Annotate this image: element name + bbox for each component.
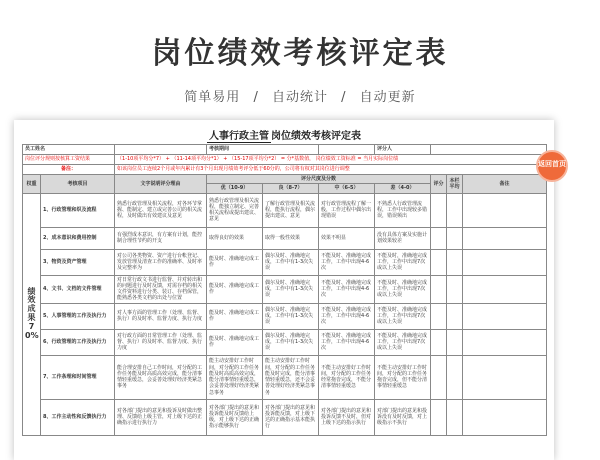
subtitle-auto-stat: 自动统计 <box>271 90 328 105</box>
period-label: 考核期间 <box>207 145 319 155</box>
score-cell[interactable] <box>431 399 447 435</box>
formula-part: 当月实际岗位绩 <box>363 156 399 163</box>
formula-part: + <box>165 156 170 163</box>
level-poor-cell: 不能主动安排好工作时间，对分配的工作任务拖沓完成，但不能分清事情轻重缓急 <box>375 355 431 399</box>
avg-cell[interactable] <box>447 249 463 275</box>
avg-cell[interactable] <box>447 303 463 329</box>
avg-cell[interactable] <box>447 355 463 399</box>
formula-label: 岗位评分规则按核算工资结果 <box>23 155 115 165</box>
score-cell[interactable] <box>431 275 447 303</box>
col-weight: 权重 <box>23 175 41 194</box>
level-good-cell: 偶尔及时、准确地完成，工作中有1-3次失误 <box>263 303 319 329</box>
page-subtitle <box>0 86 600 105</box>
page-title: 岗位绩效考核评定表 <box>151 36 449 71</box>
sheet-title-position: 人事行政主管 <box>209 131 269 142</box>
level-good-cell: 能主动安排好工作时间，对分配的工作任务能及时完成，能分清事情轻重缓急，还不会妥善处理好经济类紧急事务 <box>263 355 319 399</box>
note-row <box>23 165 547 175</box>
avg-cell[interactable] <box>447 329 463 355</box>
item-cell: 3、物资及资产管理 <box>41 249 115 275</box>
col-level-good: 良（8-7） <box>263 184 319 193</box>
level-excellent-cell: 能及时、准确地完成工作 <box>207 303 263 329</box>
col-score: 评分 <box>431 175 447 194</box>
item-cell: 4、文书、文档的文件管理 <box>41 275 115 303</box>
item-cell: 2、成本意识和费用控制 <box>41 227 115 249</box>
formula-row <box>23 155 547 165</box>
formula-part: + <box>223 156 228 163</box>
item-cell: 7、工作条理和时间管理 <box>41 355 115 399</box>
subtitle-easy: 简单易用 <box>184 90 241 105</box>
score-cell[interactable] <box>431 249 447 275</box>
table-row <box>23 303 547 329</box>
employee-name-label: 员工姓名 <box>23 145 115 155</box>
level-good-cell: 取得一般性效果 <box>263 227 319 249</box>
formula-part: （15-17项平均分*2） <box>229 156 280 163</box>
evaluation-table <box>22 144 547 436</box>
period-cell[interactable] <box>319 145 375 155</box>
header-row-1 <box>23 175 547 184</box>
col-level-medium: 中（6-5） <box>319 184 375 193</box>
avg-cell[interactable] <box>447 275 463 303</box>
subtitle-auto-update: 自动更新 <box>359 90 416 105</box>
level-excellent-cell: 能及时、准确地完成工作 <box>207 249 263 275</box>
level-poor-cell: 不能及时、准确地完成工作，工作中出现7次或以上失误 <box>375 329 431 355</box>
formula-part: = <box>280 156 286 163</box>
level-medium-cell: 不能及时、准确地完成工作，工作中出现4-6次 <box>319 249 375 275</box>
desc-cell: 对日常行政文书进行监督、并对转出和的问题进行及时反馈，对需存档的相关文件资料进行分类、装订、存档保管，能熟悉各类文档的出处与位置 <box>115 275 207 303</box>
table-row <box>23 275 547 303</box>
score-cell[interactable] <box>431 227 447 249</box>
remark-cell[interactable] <box>463 249 547 275</box>
subtitle-sep-2: / <box>341 90 347 105</box>
table-row <box>23 193 547 227</box>
score-cell[interactable] <box>431 355 447 399</box>
remark-cell[interactable] <box>463 193 547 227</box>
formula-part: （1-10项平均分*7） <box>117 156 165 163</box>
sheet-title-rest: 岗位绩效考核评定表 <box>271 131 361 142</box>
score-cell[interactable] <box>431 329 447 355</box>
col-level-excellent: 优（10-9） <box>207 184 263 193</box>
table-row <box>23 329 547 355</box>
desc-cell: 对公司各类物资、资产进行台帐登记、发放管理及清查工作的准确率、及时率及完整率为 <box>115 249 207 275</box>
avg-cell[interactable] <box>447 399 463 435</box>
note-text: 如该岗位员工连续2个月或年内累计有3个月出现月绩效考评分低于60分的，公司将有权对其岗位进行调整 <box>115 165 547 175</box>
level-medium-cell: 对各部门提出的意见和投诉反馈不及时，但对上级下达的指示执行 <box>319 399 375 435</box>
col-remark: 备注 <box>463 175 547 194</box>
level-poor-cell: 没有具体方案及实施计划效果较差 <box>375 227 431 249</box>
col-desc: 文字说明评分理由 <box>115 175 207 194</box>
remark-cell[interactable] <box>463 399 547 435</box>
remark-cell[interactable] <box>463 355 547 399</box>
subtitle-sep-1: / <box>253 90 259 105</box>
desc-cell: 熟悉行政管理及相关流程，对各环节掌握、能制定、建立或完善公司的相关流程，及时做出有效建议及意见 <box>115 193 207 227</box>
formula-text <box>115 155 547 165</box>
table-row <box>23 399 547 435</box>
table-row <box>23 227 547 249</box>
level-excellent-cell: 能及时、准确地完成工作 <box>207 329 263 355</box>
table-row <box>23 249 547 275</box>
item-cell: 8、工作主动性和反馈执行力 <box>41 399 115 435</box>
desc-cell: 对行政方面的日常管理工作（处理、监督、执行）的及时率、监督力度、执行力度 <box>115 329 207 355</box>
remark-cell[interactable] <box>463 329 547 355</box>
level-good-cell: 偶尔及时、准确地完成，工作中有1-3次失误 <box>263 329 319 355</box>
table-body <box>23 193 547 435</box>
formula-part: = <box>357 156 362 163</box>
level-excellent-cell: 能及时、准确地完成工作 <box>207 275 263 303</box>
col-level-poor: 差（4-0） <box>375 184 431 193</box>
desc-cell: 对各部门提出的意见和投诉及时做出整理、反馈给上级主管，对上级下达的正确指示进行执行力 <box>115 399 207 435</box>
level-poor-cell: 不熟悉人行政管理流程，工作中出现较多错误，错误频出 <box>375 193 431 227</box>
note-label: 备注： <box>23 165 115 175</box>
level-good-cell: 偶尔及时、准确地完成，工作中有1-3次失误 <box>263 275 319 303</box>
col-levels-group: 评分尺度及分数 <box>207 175 431 184</box>
evaluator-cell[interactable] <box>431 145 547 155</box>
formula-part: （11-14项平均分*1） <box>171 156 222 163</box>
level-excellent-cell: 取得良好的效果 <box>207 227 263 249</box>
evaluator-label: 评分人 <box>375 145 431 155</box>
desc-cell: 有强烈成本意识，有方案有计划，能控制合理性节约的开支 <box>115 227 207 249</box>
formula-part: 分*基数值， <box>286 156 315 163</box>
formula-part: 岗位绩效工资标准 <box>315 156 356 163</box>
level-medium-cell: 不能及时、准确地完成工作，工作中出现4-6次 <box>319 329 375 355</box>
score-cell[interactable] <box>431 193 447 227</box>
level-medium-cell: 不能及时、准确地完成工作，工作中出现4-6次 <box>319 303 375 329</box>
item-cell: 5、人事管理的工作及执行力 <box>41 303 115 329</box>
info-row <box>23 145 547 155</box>
spreadsheet-preview <box>14 120 554 460</box>
avg-cell[interactable] <box>447 193 463 227</box>
weight-cell: 绩效成果70% <box>23 193 41 435</box>
employee-name-cell[interactable] <box>115 145 207 155</box>
back-home-button[interactable]: 返回首页 <box>536 150 568 182</box>
col-avg: 本栏平均 <box>447 175 463 194</box>
item-cell: 1、行政管理和织及流程 <box>41 193 115 227</box>
level-poor-cell: 对部门提出的意见和投诉没有及时反馈，对上级指示不执行 <box>375 399 431 435</box>
level-medium-cell: 对行政管理流程了解一般，工作过程中偶尔出现错误 <box>319 193 375 227</box>
level-good-cell: 了解行政管理及相关流程，能执行流程，偶尔提出建议、意见 <box>263 193 319 227</box>
level-poor-cell: 不能及时、准确地完成工作，工作中出现7次或以上失误 <box>375 275 431 303</box>
avg-cell[interactable] <box>447 227 463 249</box>
desc-cell: 对人事方面的管理工作（处理、监督、执行）的及时率、监督力度、执行力度 <box>115 303 207 329</box>
level-good-cell: 对各部门提出的意见和投诉能反馈，对上级下达的正确指示基本能执行 <box>263 399 319 435</box>
item-cell: 6、行政管理的工作及执行力 <box>41 329 115 355</box>
col-item: 考核项目 <box>41 175 115 194</box>
score-cell[interactable] <box>431 303 447 329</box>
table-row <box>23 355 547 399</box>
desc-cell: 能合理安排自己工作时间，对分配的工作任务能及时高质高效完成，能分清事情轻重缓急，会妥善处理好经济类紧急事务 <box>115 355 207 399</box>
level-medium-cell: 效果不明显 <box>319 227 375 249</box>
level-excellent-cell: 对各部门提出的意见和投诉能及时反馈给上级，对上级下达的正确指示能够执行 <box>207 399 263 435</box>
level-poor-cell: 不能及时、准确地完成工作，工作中出现7次或以上失误 <box>375 303 431 329</box>
remark-cell[interactable] <box>463 303 547 329</box>
sheet-title <box>22 130 546 144</box>
level-excellent-cell: 熟悉行政管理及相关流程，能独立制定、完善相关流程或提出建议、意见 <box>207 193 263 227</box>
level-excellent-cell: 能主动安排好工作时间，对分配的工作任务能及时高质高效完成，能分清事情轻重缓急，会妥善处理好经济类紧急事务 <box>207 355 263 399</box>
remark-cell[interactable] <box>463 275 547 303</box>
level-poor-cell: 不能及时，准确地完成工作，工作中出现7次或以上失误 <box>375 249 431 275</box>
remark-cell[interactable] <box>463 227 547 249</box>
level-good-cell: 偶尔及时、准确地完成，工作中有1-3次失误 <box>263 249 319 275</box>
level-medium-cell: 不能及时、准确地完成工作，工作中出现4-6次 <box>319 275 375 303</box>
level-medium-cell: 不能主动安排好工作时间，对分配的工作任务经常拖沓完成，不能分清事情轻重缓急 <box>319 355 375 399</box>
